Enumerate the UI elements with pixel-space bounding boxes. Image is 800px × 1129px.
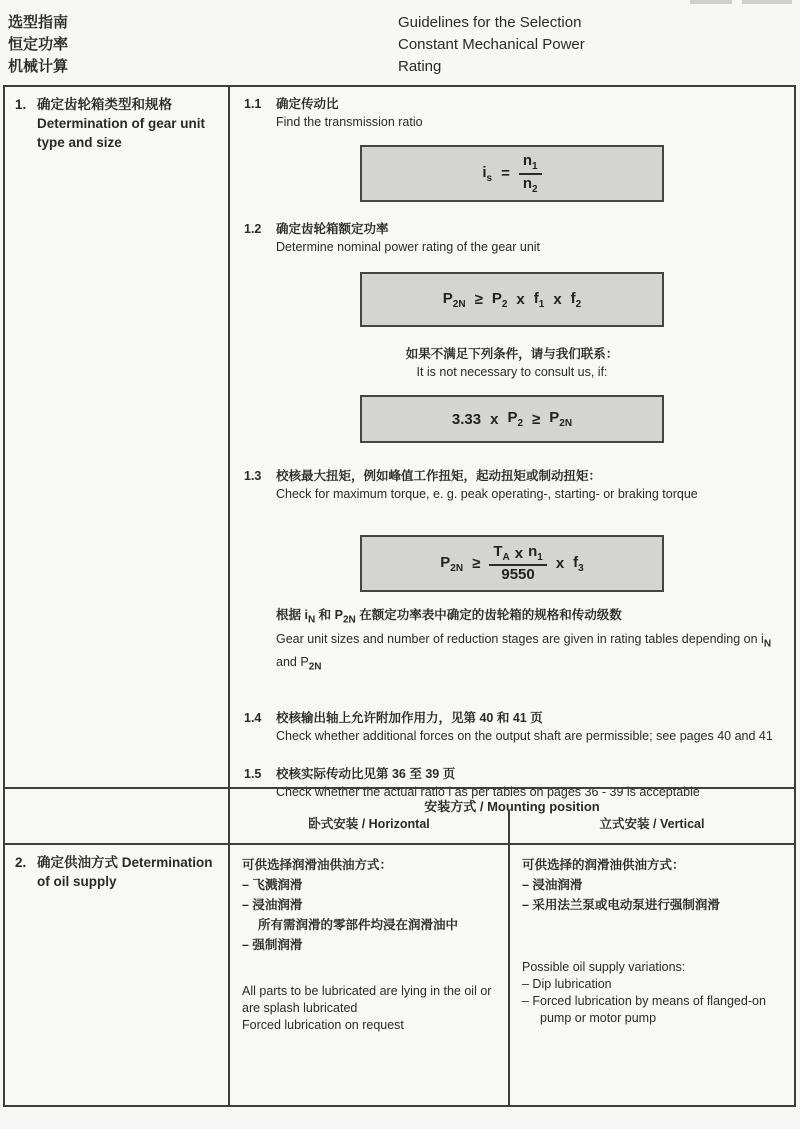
step-1-2 bbox=[230, 220, 794, 256]
section1-title-cell bbox=[5, 87, 230, 787]
formula-operator: x bbox=[490, 410, 499, 428]
oil-horizontal-intro-zh: 可供选择润滑油供油方式： bbox=[242, 858, 393, 872]
oil-vertical-bullet-zh: – 浸油润滑 bbox=[522, 878, 583, 892]
header-zh-line: 选型指南 bbox=[8, 14, 69, 31]
oil-vertical-intro-en: Possible oil supply variations: bbox=[522, 960, 686, 974]
formula-symbol: $n_1$ bbox=[528, 542, 543, 563]
formula-operator: ≥ bbox=[532, 410, 541, 428]
oil-horizontal-text-en: are splash lubricated bbox=[242, 1001, 358, 1015]
section2-number: 2. bbox=[15, 855, 27, 870]
header-zh-line: 机械计算 bbox=[8, 58, 69, 75]
formula-operator: x bbox=[516, 291, 525, 308]
header-en-line: Guidelines for the Selection bbox=[398, 14, 582, 31]
section2-title-zh: 确定供油方式 bbox=[37, 855, 118, 870]
formula-symbol: $i_s$ bbox=[482, 163, 493, 184]
formula-torque-check bbox=[360, 535, 664, 592]
formula-transmission-ratio bbox=[360, 145, 664, 202]
logo-fragment-bar bbox=[690, 0, 732, 4]
step-number: 1.2 bbox=[244, 222, 262, 236]
header-en-line: Constant Mechanical Power bbox=[398, 36, 585, 53]
formula-operator: = bbox=[501, 165, 510, 182]
formula-operator: ≥ bbox=[472, 555, 481, 572]
step-text-zh: 校核输出轴上允许附加作用力，见第 40 和 41 页 bbox=[276, 710, 543, 725]
header-zh-line: 恒定功率 bbox=[8, 36, 69, 53]
oil-supply-horizontal-cell bbox=[230, 845, 510, 1105]
step-text-en: Check whether additional forces on the output shaft are permissible; see pages 40 and 41 bbox=[276, 728, 773, 743]
section1-title-en: Determination of gear unit type and size bbox=[37, 116, 206, 150]
selection-guide-table bbox=[3, 85, 796, 1107]
formula-operator: ≥ bbox=[474, 291, 483, 308]
formula-symbol: $f_3$ bbox=[573, 553, 584, 574]
step-text-en: Check for maximum torque, e. g. peak operating-, starting- or braking torque bbox=[276, 487, 698, 501]
mounting-position-row bbox=[5, 787, 794, 843]
section1-title-zh: 确定齿轮箱类型和规格 bbox=[37, 97, 172, 112]
step-number: 1.1 bbox=[244, 97, 262, 111]
step-text-zh: 确定齿轮箱额定功率 bbox=[276, 222, 389, 236]
mounting-title: 安装方式 / Mounting position bbox=[424, 799, 600, 814]
formula-symbol: $n_1$ bbox=[522, 151, 538, 172]
consult-note-en: It is not necessary to consult us, if: bbox=[416, 365, 608, 379]
table-row bbox=[5, 87, 794, 799]
formula-operator: x bbox=[514, 545, 524, 563]
step-text-en: Check whether the actual ratio i as per tables on pages 36 - 39 is acceptable bbox=[276, 784, 700, 799]
step-text-zh: 校核实际传动比见第 36 至 39 页 bbox=[276, 766, 456, 781]
step-text-en: Find the transmission ratio bbox=[276, 115, 423, 129]
formula-power-rating bbox=[360, 272, 664, 327]
rating-tables-note bbox=[230, 606, 794, 677]
mounting-empty-cell bbox=[5, 789, 230, 843]
oil-vertical-intro-zh: 可供选择的润滑油供油方式： bbox=[522, 858, 685, 872]
formula-symbol: $P_{2N}$ bbox=[549, 409, 573, 429]
oil-supply-vertical-cell bbox=[510, 845, 794, 1105]
step-text-en: Determine nominal power rating of the gear unit bbox=[276, 240, 541, 254]
formula-symbol: $n_2$ bbox=[522, 174, 538, 195]
oil-vertical-bullet-en: – Forced lubrication by means of flanged-on pump or motor pump bbox=[522, 994, 766, 1025]
oil-vertical-bullet-en: – Dip lubrication bbox=[522, 977, 612, 991]
header-title-zh bbox=[8, 12, 68, 78]
formula-operator: x bbox=[553, 291, 562, 308]
oil-vertical-bullet-zh: – 采用法兰泵或电动泵进行强制润滑 bbox=[522, 898, 720, 912]
formula-number: 9550 bbox=[501, 565, 535, 583]
oil-horizontal-text-en: Forced lubrication on request bbox=[242, 1018, 404, 1032]
formula-symbol: $P_2$ bbox=[507, 409, 524, 429]
consult-note-zh: 如果不满足下列条件，请与我们联系： bbox=[405, 347, 619, 361]
section1-content-cell bbox=[230, 87, 794, 799]
formula-operator: x bbox=[555, 555, 565, 572]
formula-fraction bbox=[519, 153, 542, 195]
formula-symbol: $P_{2N}$ bbox=[442, 289, 466, 310]
mounting-header-cell bbox=[230, 789, 794, 843]
step-1-3 bbox=[230, 467, 794, 503]
section1-number: 1. bbox=[15, 97, 27, 112]
oil-horizontal-bullet-zh: – 浸油润滑 bbox=[242, 898, 303, 912]
formula-consult-condition bbox=[360, 395, 664, 443]
step-number: 1.3 bbox=[244, 469, 262, 483]
consult-note bbox=[230, 345, 794, 381]
header-title-en bbox=[398, 12, 585, 78]
formula-symbol: $T_A$ bbox=[493, 542, 510, 563]
step-text-zh: 确定传动比 bbox=[276, 97, 339, 111]
section2-title-en: Determination of oil supply bbox=[37, 855, 213, 889]
formula-symbol: $f_2$ bbox=[570, 289, 582, 310]
formula-number: 3.33 bbox=[451, 410, 482, 428]
rating-note-en: Gear unit sizes and number of reduction stages are given in rating tables depending on $i_N$ and $P_{2N}$ bbox=[276, 631, 772, 673]
oil-horizontal-bullet-zh: – 强制润滑 bbox=[242, 938, 303, 952]
section2-title-cell bbox=[5, 845, 230, 1105]
table-row bbox=[5, 843, 794, 1105]
mounting-vertical-label: 立式安装 / Vertical bbox=[599, 817, 705, 831]
rating-note-zh: 根据 $i_N$ 和 $P_{2N}$ 在额定功率表中确定的齿轮箱的规格和传动级数 bbox=[276, 608, 622, 626]
step-1-4 bbox=[230, 709, 794, 745]
formula-fraction bbox=[489, 544, 546, 584]
formula-symbol: $P_{2N}$ bbox=[440, 553, 464, 574]
step-1-1 bbox=[230, 95, 794, 131]
oil-horizontal-bullet-zh: – 飞溅润滑 bbox=[242, 878, 303, 892]
oil-horizontal-bullet-sub-zh: 所有需润滑的零部件均浸在润滑油中 bbox=[258, 918, 459, 932]
oil-horizontal-text-en: All parts to be lubricated are lying in the oil or bbox=[242, 984, 492, 998]
step-text-zh: 校核最大扭矩，例如峰值工作扭矩，起动扭矩或制动扭矩： bbox=[276, 469, 602, 483]
step-number: 1.5 bbox=[244, 766, 262, 781]
header-en-line: Rating bbox=[398, 58, 442, 75]
cropped-logo-fragment bbox=[672, 0, 792, 6]
formula-symbol: $P_2$ bbox=[491, 289, 508, 310]
mounting-horizontal-label: 卧式安装 / Horizontal bbox=[230, 811, 510, 843]
logo-fragment-bar bbox=[742, 0, 792, 4]
step-number: 1.4 bbox=[244, 710, 262, 725]
formula-symbol: $f_1$ bbox=[533, 289, 545, 310]
